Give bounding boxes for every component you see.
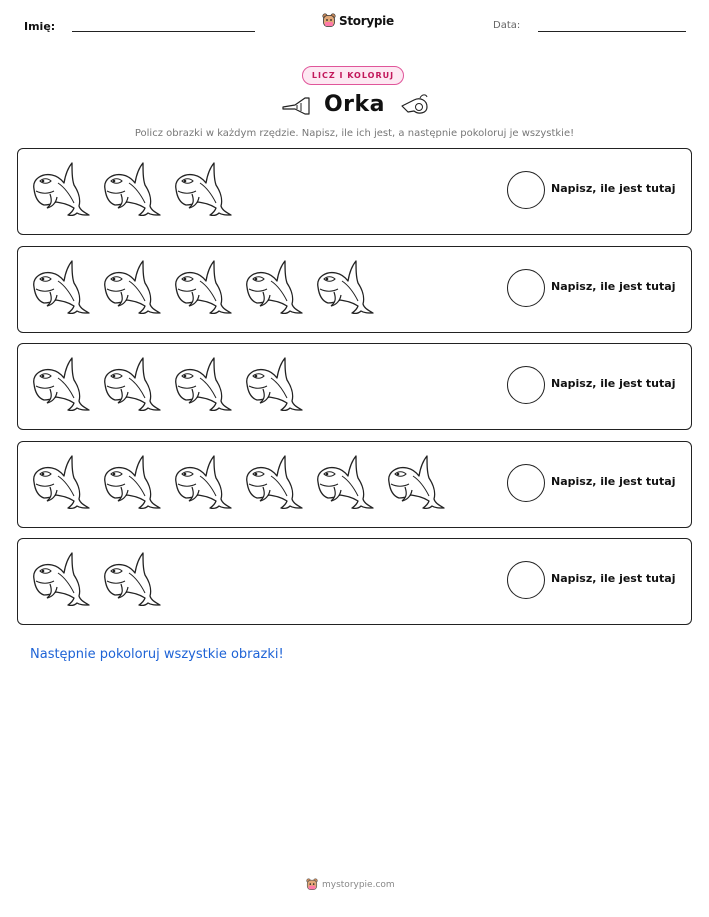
answer-label: Napisz, ile jest tutaj <box>551 279 676 293</box>
footer <box>306 878 395 891</box>
answer-circle[interactable] <box>507 171 545 209</box>
name-label: Imię: <box>24 20 56 33</box>
orca-group <box>28 352 305 412</box>
answer-label: Napisz, ile jest tutaj <box>551 572 676 585</box>
orca-group <box>28 157 234 217</box>
orca-icon[interactable] <box>170 157 234 217</box>
orca-icon[interactable] <box>241 255 305 315</box>
counting-row <box>17 538 692 625</box>
answer-label: Napisz, ile jest tutaj <box>551 474 676 488</box>
bear-icon <box>322 13 336 28</box>
orca-icon[interactable] <box>28 157 92 217</box>
orca-icon[interactable] <box>241 352 305 412</box>
whistle-icon <box>398 92 430 116</box>
orca-icon[interactable] <box>28 547 92 607</box>
answer-circle[interactable] <box>507 269 545 307</box>
date-label: Data: <box>493 20 521 31</box>
worksheet-title: Orka <box>323 92 386 117</box>
answer-circle[interactable] <box>507 464 545 502</box>
orca-icon[interactable] <box>170 352 234 412</box>
orca-icon[interactable] <box>28 450 92 510</box>
orca-icon[interactable] <box>170 255 234 315</box>
orca-icon[interactable] <box>312 255 376 315</box>
orca-group <box>28 450 447 510</box>
instructions: Policz obrazki w każdym rzędzie. Napisz, ile ich jest, a następnie pokoloruj je wszystkie! <box>134 128 575 139</box>
orca-icon[interactable] <box>99 157 163 217</box>
answer-label: Napisz, ile jest tutaj <box>551 377 676 390</box>
counting-row <box>17 441 692 528</box>
worksheet-header <box>0 0 709 50</box>
orca-group <box>28 547 163 607</box>
answer-circle[interactable] <box>507 561 545 599</box>
final-note: Następnie pokoloruj wszystkie obrazki! <box>30 647 284 662</box>
orca-icon[interactable] <box>28 352 92 412</box>
counting-row <box>17 148 692 235</box>
counting-row <box>17 246 692 333</box>
orca-icon[interactable] <box>99 450 163 510</box>
orca-icon[interactable] <box>99 547 163 607</box>
date-field-line[interactable] <box>538 31 686 32</box>
counting-row <box>17 343 692 430</box>
orca-icon[interactable] <box>241 450 305 510</box>
brand-name: Storypie <box>339 13 394 28</box>
activity-badge: LICZ I KOLORUJ <box>302 66 404 85</box>
name-field-line[interactable] <box>72 31 255 32</box>
answer-label: Napisz, ile jest tutaj <box>551 182 676 195</box>
bear-icon <box>306 878 318 891</box>
orca-icon[interactable] <box>383 450 447 510</box>
orca-icon[interactable] <box>312 450 376 510</box>
orca-icon[interactable] <box>170 450 234 510</box>
orca-group <box>28 255 376 315</box>
answer-circle[interactable] <box>507 366 545 404</box>
brand-logo <box>322 13 394 28</box>
orca-icon[interactable] <box>99 352 163 412</box>
orca-icon[interactable] <box>99 255 163 315</box>
orca-icon[interactable] <box>28 255 92 315</box>
footer-url: mystorypie.com <box>322 879 395 890</box>
